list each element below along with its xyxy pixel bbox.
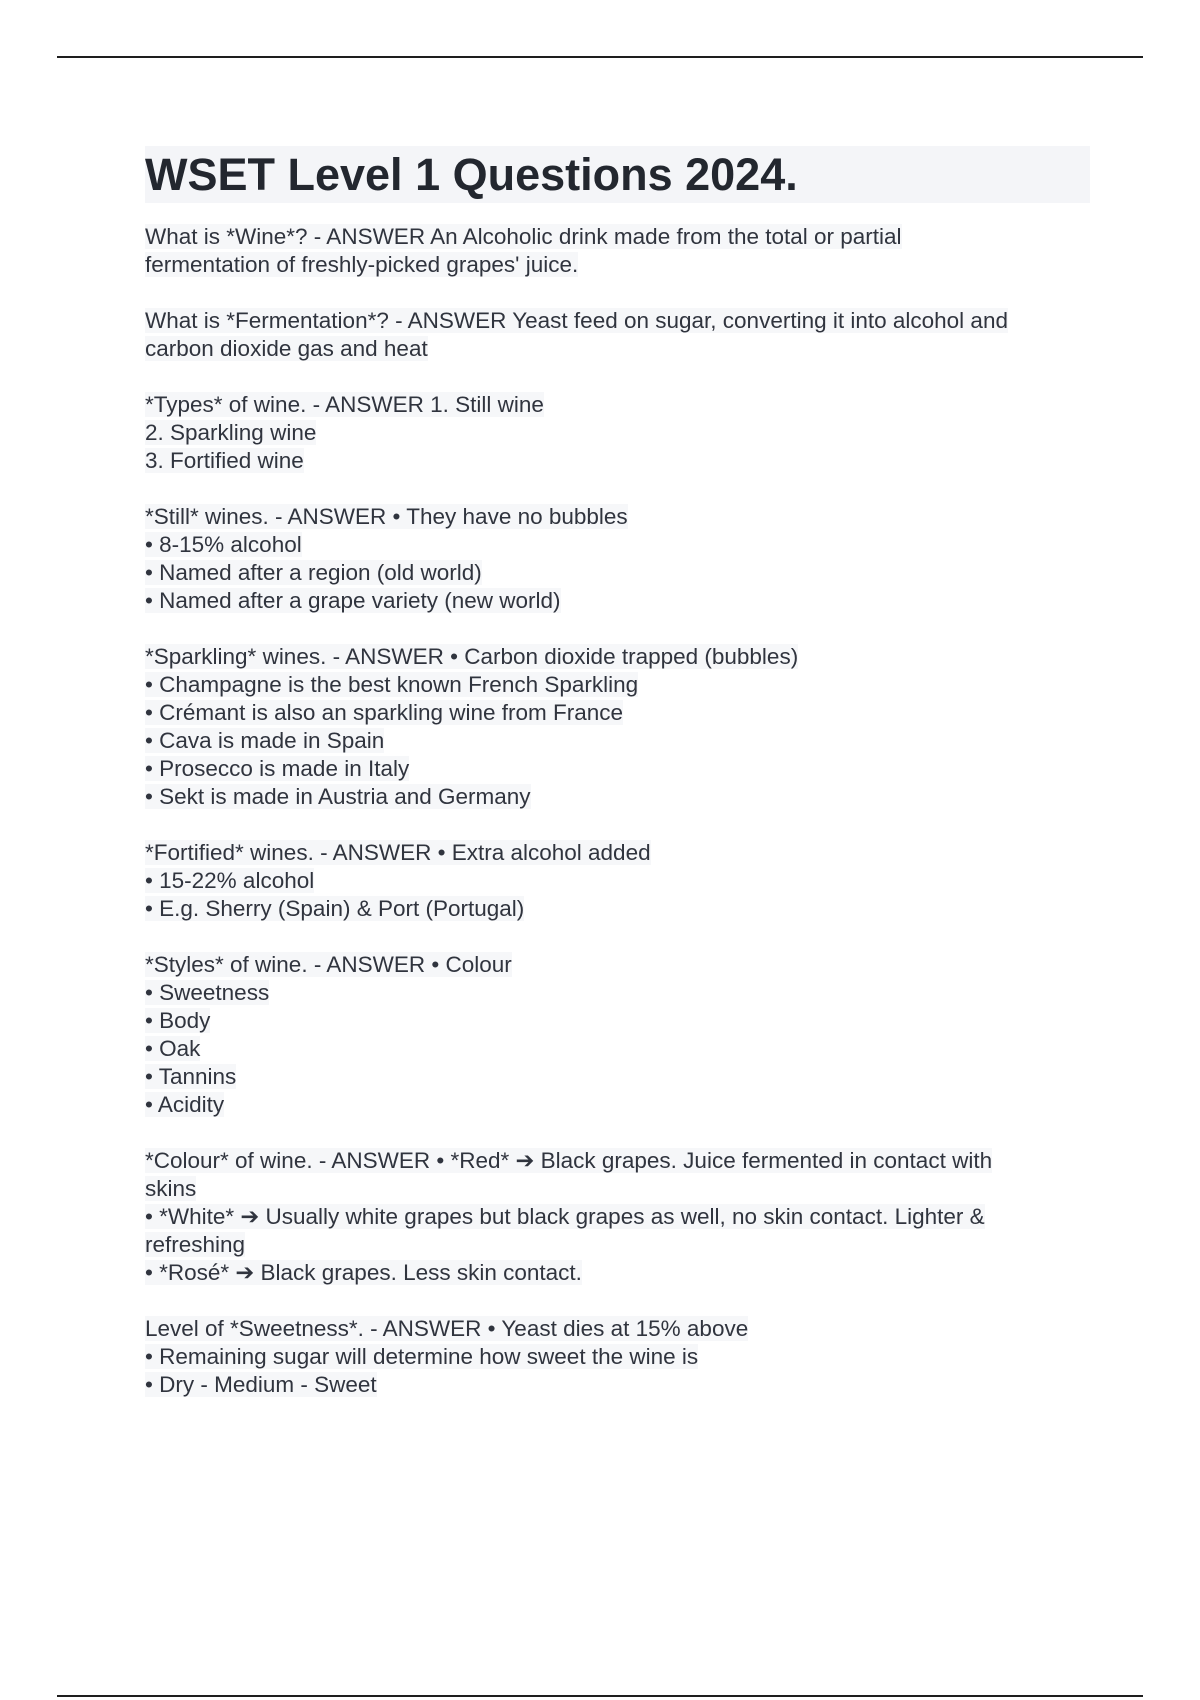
qa-line-text: *Still* wines. - ANSWER • They have no bubbles <box>145 504 628 529</box>
qa-line-text: • Named after a grape variety (new world) <box>145 588 561 613</box>
qa-answer-line <box>145 727 1090 755</box>
qa-line-text: *Fortified* wines. - ANSWER • Extra alcohol added <box>145 840 651 865</box>
qa-line-text: *Colour* of wine. - ANSWER • *Red* ➔ Black grapes. Juice fermented in contact with <box>145 1148 993 1173</box>
qa-answer-line <box>145 1091 1090 1119</box>
qa-question-line <box>145 643 1090 671</box>
qa-line-text: • Dry - Medium - Sweet <box>145 1372 377 1397</box>
qa-line-text: refreshing <box>145 1232 246 1257</box>
qa-answer-line <box>145 1343 1090 1371</box>
qa-question-line <box>145 951 1090 979</box>
qa-answer-line <box>145 1203 1090 1231</box>
qa-answer-line <box>145 1259 1090 1287</box>
qa-line-text: • Tannins <box>145 1064 237 1089</box>
qa-line-text: • Sweetness <box>145 980 270 1005</box>
qa-line-text: 2. Sparkling wine <box>145 420 317 445</box>
qa-question-line <box>145 1147 1090 1175</box>
qa-question-line <box>145 223 1090 251</box>
qa-line-text: • Cava is made in Spain <box>145 728 385 753</box>
qa-line-text: • Body <box>145 1008 211 1033</box>
qa-line-text: • *Rosé* ➔ Black grapes. Less skin contact. <box>145 1260 582 1285</box>
qa-line-text: Level of *Sweetness*. - ANSWER • Yeast dies at 15% above <box>145 1316 749 1341</box>
page-title: WSET Level 1 Questions 2024. <box>145 146 1090 203</box>
qa-question-line <box>145 391 1090 419</box>
qa-answer-line <box>145 1007 1090 1035</box>
qa-line-text: • Acidity <box>145 1092 225 1117</box>
qa-answer-line <box>145 1063 1090 1091</box>
qa-line-text: • *White* ➔ Usually white grapes but black grapes as well, no skin contact. Lighter & <box>145 1204 985 1229</box>
qa-answer-line <box>145 587 1090 615</box>
qa-answer-line <box>145 783 1090 811</box>
qa-answer-line <box>145 755 1090 783</box>
qa-item <box>145 951 1090 1119</box>
qa-line-text: 3. Fortified wine <box>145 448 304 473</box>
qa-line-text: What is *Wine*? - ANSWER An Alcoholic drink made from the total or partial <box>145 224 902 249</box>
qa-answer-line <box>145 251 1090 279</box>
qa-line-text: • Prosecco is made in Italy <box>145 756 410 781</box>
qa-line-text: skins <box>145 1176 197 1201</box>
qa-answer-line <box>145 419 1090 447</box>
qa-answer-line <box>145 1175 1090 1203</box>
qa-list <box>145 223 1090 1399</box>
qa-answer-line <box>145 1035 1090 1063</box>
document-body <box>145 146 1090 1427</box>
qa-item <box>145 839 1090 923</box>
qa-line-text: • 8-15% alcohol <box>145 532 302 557</box>
qa-answer-line <box>145 335 1090 363</box>
qa-item <box>145 503 1090 615</box>
qa-answer-line <box>145 559 1090 587</box>
qa-line-text: • E.g. Sherry (Spain) & Port (Portugal) <box>145 896 525 921</box>
qa-line-text: *Styles* of wine. - ANSWER • Colour <box>145 952 512 977</box>
qa-item <box>145 1315 1090 1399</box>
qa-line-text: • Sekt is made in Austria and Germany <box>145 784 531 809</box>
qa-item <box>145 1147 1090 1287</box>
qa-item <box>145 223 1090 279</box>
qa-answer-line <box>145 1231 1090 1259</box>
qa-line-text: fermentation of freshly-picked grapes' juice. <box>145 252 579 277</box>
qa-question-line <box>145 307 1090 335</box>
qa-question-line <box>145 1315 1090 1343</box>
qa-answer-line <box>145 671 1090 699</box>
qa-line-text: • Named after a region (old world) <box>145 560 482 585</box>
qa-line-text: • 15-22% alcohol <box>145 868 315 893</box>
top-rule <box>57 56 1143 58</box>
qa-answer-line <box>145 895 1090 923</box>
qa-line-text: *Types* of wine. - ANSWER 1. Still wine <box>145 392 544 417</box>
qa-item <box>145 307 1090 363</box>
qa-line-text: What is *Fermentation*? - ANSWER Yeast feed on sugar, converting it into alcohol and <box>145 308 1008 333</box>
qa-line-text: • Remaining sugar will determine how sweet the wine is <box>145 1344 699 1369</box>
qa-line-text: • Oak <box>145 1036 201 1061</box>
qa-answer-line <box>145 1371 1090 1399</box>
qa-question-line <box>145 839 1090 867</box>
qa-question-line <box>145 503 1090 531</box>
qa-line-text: *Sparkling* wines. - ANSWER • Carbon dioxide trapped (bubbles) <box>145 644 799 669</box>
qa-line-text: carbon dioxide gas and heat <box>145 336 428 361</box>
qa-answer-line <box>145 867 1090 895</box>
qa-line-text: • Champagne is the best known French Sparkling <box>145 672 639 697</box>
qa-line-text: • Crémant is also an sparkling wine from France <box>145 700 624 725</box>
qa-answer-line <box>145 447 1090 475</box>
qa-answer-line <box>145 531 1090 559</box>
qa-answer-line <box>145 979 1090 1007</box>
bottom-rule <box>57 1695 1143 1697</box>
qa-answer-line <box>145 699 1090 727</box>
qa-item <box>145 391 1090 475</box>
qa-item <box>145 643 1090 811</box>
